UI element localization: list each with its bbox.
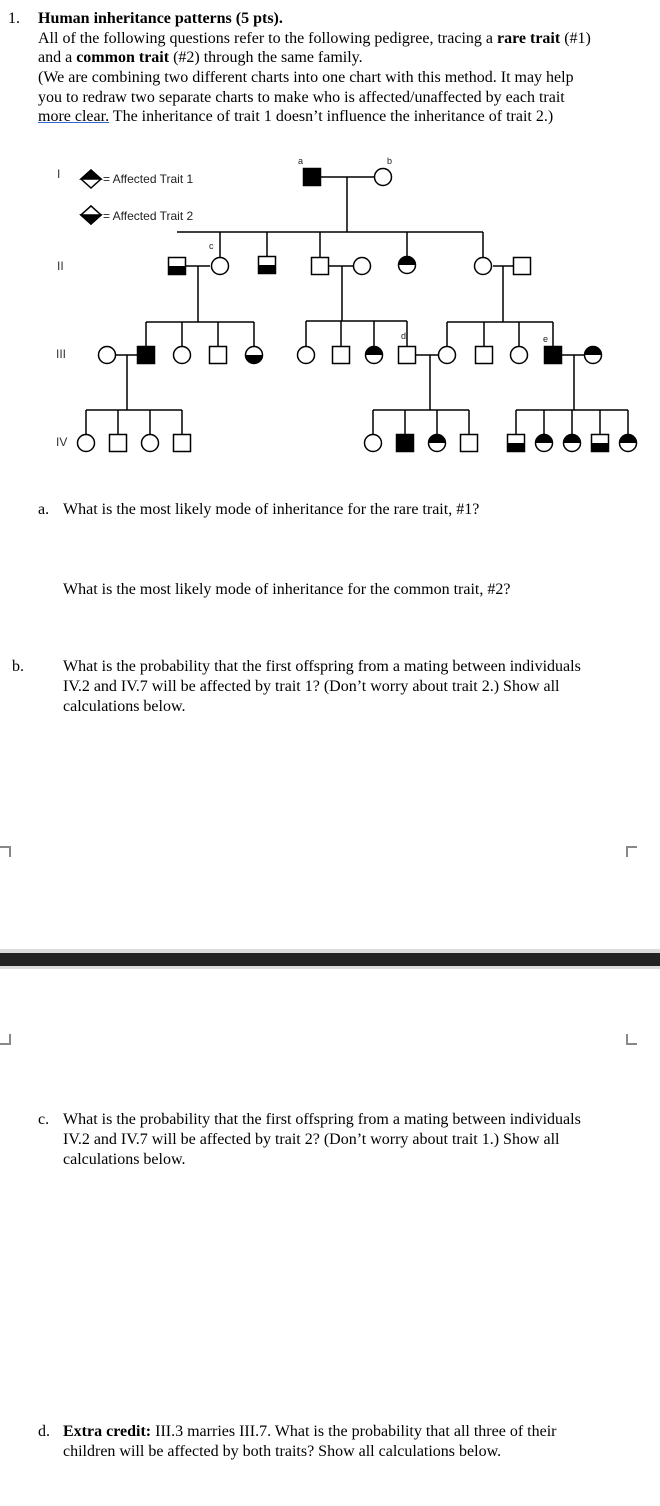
individual-IV-3 <box>142 435 159 452</box>
part-a-label: a. <box>38 501 50 518</box>
part-d-label: d. <box>38 1423 50 1440</box>
note-line-1: (We are combining two different charts into one chart with this method. It may help <box>38 69 574 86</box>
part-c-line-1: What is the probability that the first offspring from a mating between individuals <box>63 1111 581 1128</box>
individual-III-11 <box>476 347 493 364</box>
individual-IV-9 <box>508 435 525 452</box>
individual-III-12 <box>511 347 528 364</box>
gen-III-label: III <box>56 347 67 361</box>
page-break-bar-dark <box>0 953 660 966</box>
intro-text: and a <box>38 49 77 66</box>
part-d-line-1 <box>63 1422 556 1442</box>
part-c-line-2: IV.2 and IV.7 will be affected by trait 2? (Don’t worry about trait 1.) Show all <box>63 1131 560 1148</box>
part-b-line-2: IV.2 and IV.7 will be affected by trait 1? (Don’t worry about trait 2.) Show all <box>63 678 560 695</box>
individual-III-3 <box>174 347 191 364</box>
individual-III-10 <box>439 347 456 364</box>
individual-III-9 <box>399 347 416 364</box>
part-d-text: III.3 marries III.7. What is the probability that all three of their <box>151 1423 557 1440</box>
individual-III-6 <box>298 347 315 364</box>
individual-IV-11 <box>564 435 581 452</box>
individual-IV-5 <box>365 435 382 452</box>
individual-I-1 <box>304 169 321 186</box>
part-a-question-2: What is the most likely mode of inheritance for the common trait, #2? <box>63 581 511 598</box>
gen-IV-label: IV <box>56 435 68 449</box>
legend-trait2-symbol <box>81 206 101 224</box>
individual-III-14 <box>585 347 602 364</box>
part-a-question-1: What is the most likely mode of inheritance for the rare trait, #1? <box>63 501 480 518</box>
individual-III-5 <box>246 347 263 364</box>
crop-mark-bottom-right <box>626 1034 637 1045</box>
individual-III-8 <box>366 347 383 364</box>
letter-b: b <box>387 156 393 166</box>
individual-II-1 <box>169 258 186 275</box>
letter-c: c <box>209 241 214 251</box>
question-title: Human inheritance patterns (5 pts). <box>38 10 283 27</box>
legend-trait2-label: = Affected Trait 2 <box>103 209 194 223</box>
letter-d: d <box>401 331 407 341</box>
individual-II-7 <box>475 258 492 275</box>
part-b-line-1: What is the probability that the first offspring from a mating between individuals <box>63 658 581 675</box>
intro-line-2 <box>38 48 363 68</box>
gen-I-label: I <box>57 167 61 181</box>
rare-trait-bold: rare trait <box>496 30 561 47</box>
individual-I-2 <box>375 169 392 186</box>
individual-IV-4 <box>174 435 191 452</box>
intro-line-1 <box>38 29 591 49</box>
more-clear-link: more clear. <box>38 108 110 125</box>
gen-II-label: II <box>57 259 64 273</box>
pedigree-chart <box>0 140 660 460</box>
individual-II-2 <box>212 258 229 275</box>
individual-IV-6 <box>397 435 414 452</box>
individual-IV-7 <box>429 435 446 452</box>
note-line-3 <box>38 107 553 127</box>
individual-IV-2 <box>110 435 127 452</box>
extra-credit-bold: Extra credit: <box>63 1423 152 1440</box>
part-d-line-2: children will be affected by both traits? Show all calculations below. <box>63 1443 502 1460</box>
individual-IV-1 <box>78 435 95 452</box>
crop-mark-top-left <box>0 846 11 857</box>
intro-text: All of the following questions refer to the following pedigree, tracing a <box>38 30 497 47</box>
legend-trait1-label: = Affected Trait 1 <box>103 172 194 186</box>
individual-IV-12 <box>592 435 609 452</box>
individual-III-4 <box>210 347 227 364</box>
individual-III-1 <box>99 347 116 364</box>
letter-e: e <box>543 334 549 344</box>
part-b-line-3: calculations below. <box>63 698 186 715</box>
individual-II-4 <box>312 258 329 275</box>
part-c-line-3: calculations below. <box>63 1151 186 1168</box>
individual-III-13 <box>545 347 562 364</box>
common-trait-bold: common trait <box>76 49 170 66</box>
individual-II-8 <box>514 258 531 275</box>
individual-III-7 <box>333 347 350 364</box>
individual-IV-10 <box>536 435 553 452</box>
question-number: 1. <box>8 10 20 27</box>
intro-text: (#1) <box>560 30 591 47</box>
legend-trait1-symbol <box>81 170 101 188</box>
individual-II-3 <box>259 257 276 274</box>
note-text: The inheritance of trait 1 doesn’t influence the inheritance of trait 2.) <box>109 108 554 125</box>
individual-II-6 <box>399 257 416 274</box>
individual-II-5 <box>354 258 371 275</box>
letter-a: a <box>298 156 304 166</box>
crop-mark-bottom-left <box>0 1034 11 1045</box>
part-b-label: b. <box>12 658 24 675</box>
part-c-label: c. <box>38 1111 50 1128</box>
note-line-2: you to redraw two separate charts to make who is affected/unaffected by each trait <box>38 89 565 106</box>
crop-mark-top-right <box>626 846 637 857</box>
intro-text: (#2) through the same family. <box>169 49 363 66</box>
individual-III-2 <box>138 347 155 364</box>
individual-IV-13 <box>620 435 637 452</box>
individual-IV-8 <box>461 435 478 452</box>
